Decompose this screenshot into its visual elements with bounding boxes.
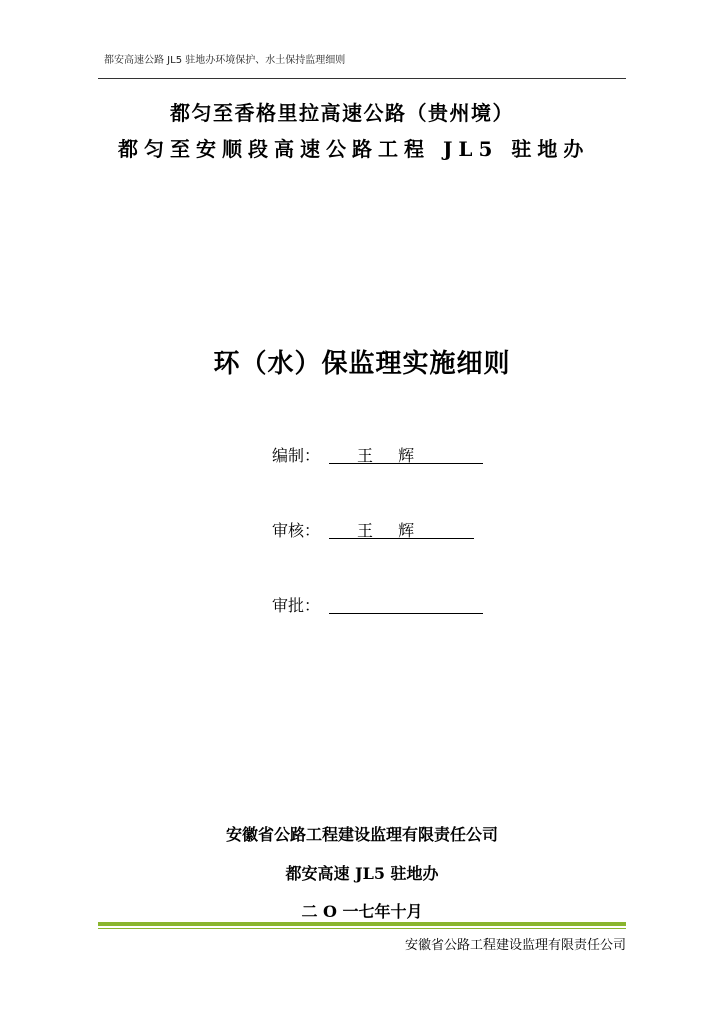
compiled-by-label: 编制： [272,446,321,465]
project-name-line2: 都匀至安顺段高速公路工程 JL5 驻地办 [118,137,590,161]
approved-by-field [329,593,483,614]
office-name: 都安高速 JL5 驻地办 [285,864,439,883]
running-footer: 安徽省公路工程建设监理有限责任公司 [404,938,626,953]
reviewed-by-value: 王 辉 [357,521,425,540]
project-name-line1: 都匀至香格里拉高速公路（贵州境） [170,101,514,125]
footer-divider [98,922,626,926]
compiled-by-value: 王 辉 [357,446,425,465]
reviewed-by-label: 审核： [272,521,321,540]
issue-date: 二 O 一七年十月 [301,902,423,921]
approved-by-label: 审批： [272,596,321,615]
running-header: 都安高速公路 JL5 驻地办环境保护、水土保持监理细则 [104,55,346,66]
company-name: 安徽省公路工程建设监理有限责任公司 [225,825,498,844]
header-divider [98,78,626,79]
footer-divider-thin [98,928,626,929]
reviewed-by-field [329,518,474,539]
document-title: 环（水）保监理实施细则 [213,349,511,379]
compiled-by-field [329,443,483,464]
